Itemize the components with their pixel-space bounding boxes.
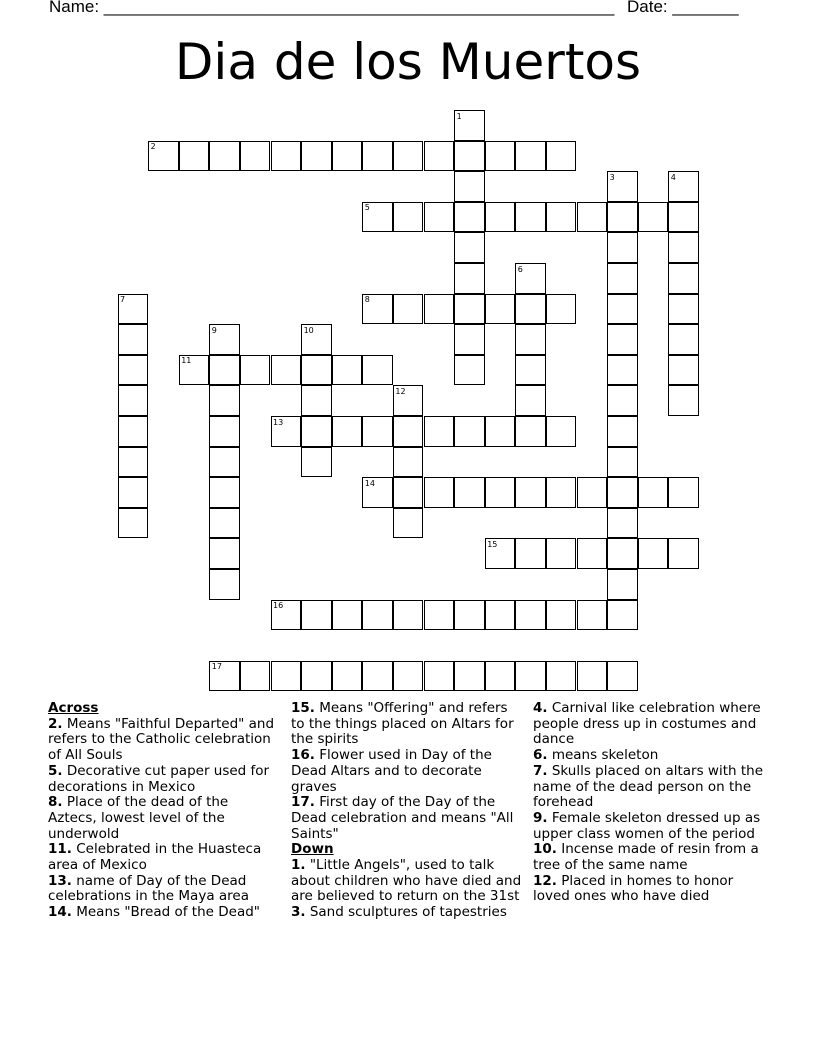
grid-cell[interactable] [118,324,149,355]
grid-cell[interactable] [301,600,332,631]
grid-cell[interactable] [485,141,516,172]
grid-cell[interactable] [515,324,546,355]
grid-cell[interactable] [607,477,638,508]
grid-cell[interactable] [271,355,302,386]
grid-cell[interactable] [668,477,699,508]
clue-down-12: 12. Placed in homes to honor loved ones who have died [533,872,734,905]
grid-cell[interactable] [118,477,149,508]
grid-cell[interactable] [454,232,485,263]
clue-down-1: 1. "Little Angels", used to talk about children who have died and are believed to return on the 31st [291,857,522,905]
down-heading: Down [291,841,334,858]
grid-cell[interactable] [362,141,393,172]
grid-cell[interactable] [240,661,271,692]
grid-cell[interactable] [607,569,638,600]
grid-cell[interactable] [607,232,638,263]
clue-number: 14 [364,478,375,488]
clue-column-1 [48,701,280,921]
grid-cell[interactable] [454,416,485,447]
clue-across-13: 13. name of Day of the Dead celebrations in the Maya area [48,872,249,905]
clue-number: 15 [487,539,498,549]
grid-cell[interactable] [332,416,363,447]
across-heading: Across [48,700,99,716]
grid-cell[interactable] [118,508,149,539]
clue-number: 7 [120,295,126,305]
grid-cell[interactable] [179,141,210,172]
grid-cell[interactable] [546,141,577,172]
clue-number: 3 [609,172,615,182]
grid-cell[interactable] [301,385,332,416]
grid-cell[interactable] [607,508,638,539]
grid-cell[interactable] [607,263,638,294]
clue-number: 11 [181,356,192,366]
clue-down-7: 7. Skulls placed on altars with the name of the dead person on the forehead [533,762,764,811]
grid-cell[interactable] [577,477,608,508]
grid-cell[interactable] [118,355,149,386]
clue-number: 5 [364,203,370,213]
grid-cell[interactable] [332,141,363,172]
grid-cell[interactable] [607,416,638,447]
grid-cell[interactable] [607,355,638,386]
grid-cell[interactable] [515,538,546,569]
grid-cell[interactable] [515,477,546,508]
grid-cell[interactable] [393,661,424,692]
grid-cell[interactable] [638,477,669,508]
grid-cell[interactable] [240,141,271,172]
grid-cell[interactable] [393,141,424,172]
grid-cell[interactable] [485,600,516,631]
clue-across-5: 5. Decorative cut paper used for decorations in Mexico [48,762,270,795]
clue-number: 6 [517,264,523,274]
grid-cell[interactable] [546,477,577,508]
grid-cell[interactable] [454,661,485,692]
clue-across-15: 15. Means "Offering" and refers to the things placed on Altars for the spirits [291,700,514,748]
grid-cell[interactable] [546,600,577,631]
clue-down-10: 10. Incense made of resin from a tree of the same name [533,841,759,874]
grid-cell[interactable] [209,569,240,600]
grid-cell[interactable] [607,538,638,569]
grid-cell[interactable] [424,600,455,631]
grid-cell[interactable] [424,141,455,172]
grid-cell[interactable] [515,202,546,233]
clue-number: 10 [303,325,314,335]
grid-cell[interactable] [424,202,455,233]
grid-cell[interactable] [668,202,699,233]
clue-down-6: 6. means skeleton [533,747,659,764]
clue-across-8: 8. Place of the dead of the Aztecs, lowest level of the underwold [48,794,229,842]
grid-cell[interactable] [546,416,577,447]
clue-number: 16 [273,601,284,611]
grid-cell[interactable] [638,202,669,233]
grid-cell[interactable] [607,294,638,325]
grid-cell[interactable] [424,661,455,692]
grid-cell[interactable] [515,416,546,447]
clue-across-16: 16. Flower used in Day of the Dead Altars and to decorate graves [291,747,492,795]
grid-cell[interactable] [607,447,638,478]
grid-cell[interactable] [485,202,516,233]
grid-cell[interactable] [454,355,485,386]
grid-cell[interactable] [271,141,302,172]
grid-cell[interactable] [393,202,424,233]
grid-cell[interactable] [454,600,485,631]
clue-number: 8 [364,295,370,305]
grid-cell[interactable] [424,477,455,508]
grid-cell[interactable] [668,538,699,569]
grid-cell[interactable] [668,385,699,416]
grid-cell[interactable] [668,232,699,263]
grid-cell[interactable] [209,355,240,386]
page-title: Dia de los Muertos [174,33,642,91]
grid-cell[interactable] [301,355,332,386]
grid-cell[interactable] [118,385,149,416]
grid-cell[interactable] [332,355,363,386]
grid-cell[interactable] [515,385,546,416]
clue-number: 1 [456,111,462,121]
clue-number: 4 [670,172,676,182]
grid-cell[interactable] [607,661,638,692]
grid-cell[interactable] [118,447,149,478]
grid-cell[interactable] [393,477,424,508]
grid-cell[interactable] [393,447,424,478]
grid-cell[interactable] [209,141,240,172]
grid-cell[interactable] [393,600,424,631]
grid-cell[interactable] [485,294,516,325]
grid-cell[interactable] [118,416,149,447]
grid-cell[interactable] [515,661,546,692]
grid-cell[interactable] [209,416,240,447]
grid-cell[interactable] [209,477,240,508]
clue-column-3 [533,701,768,905]
grid-cell[interactable] [546,661,577,692]
grid-cell[interactable] [668,324,699,355]
clue-number: 9 [211,325,217,335]
clue-number: 13 [273,417,284,427]
grid-cell[interactable] [577,538,608,569]
grid-cell[interactable] [454,324,485,355]
clue-number: 17 [211,662,222,672]
clue-down-3: 3. Sand sculptures of tapestries [291,904,507,921]
grid-cell[interactable] [393,508,424,539]
grid-cell[interactable] [638,538,669,569]
clue-across-14: 14. Means "Bread of the Dead" [48,904,260,921]
grid-cell[interactable] [424,416,455,447]
clue-down-9: 9. Female skeleton dressed up as upper class women of the period [533,809,761,842]
grid-cell[interactable] [454,141,485,172]
clue-number: 2 [150,142,156,152]
grid-cell[interactable] [209,508,240,539]
grid-cell[interactable] [577,202,608,233]
grid-cell[interactable] [607,324,638,355]
grid-cell[interactable] [546,202,577,233]
grid-cell[interactable] [577,661,608,692]
date-line: Date: _______ [627,0,739,16]
grid-cell[interactable] [485,477,516,508]
grid-cell[interactable] [424,294,455,325]
grid-cell[interactable] [577,600,608,631]
grid-cell[interactable] [607,600,638,631]
grid-cell[interactable] [393,416,424,447]
grid-cell[interactable] [485,416,516,447]
grid-cell[interactable] [454,263,485,294]
grid-cell[interactable] [301,447,332,478]
grid-cell[interactable] [240,355,271,386]
clue-across-17: 17. First day of the Day of the Dead celebration and means "All Saints" [291,794,514,842]
grid-cell[interactable] [515,600,546,631]
clue-across-11: 11. Celebrated in the Huasteca area of Mexico [48,841,262,874]
grid-cell[interactable] [454,294,485,325]
name-line: Name: ______________________________________________________ [49,0,615,16]
grid-cell[interactable] [209,385,240,416]
grid-cell[interactable] [607,202,638,233]
grid-cell[interactable] [362,600,393,631]
clue-across-2: 2. Means "Faithful Departed" and refers to the Catholic celebration of All Souls [48,715,275,764]
grid-cell[interactable] [454,477,485,508]
clue-number: 12 [395,386,406,396]
grid-cell[interactable] [668,355,699,386]
grid-cell[interactable] [668,294,699,325]
grid-cell[interactable] [454,202,485,233]
clue-column-2 [291,701,525,921]
grid-cell[interactable] [362,416,393,447]
grid-cell[interactable] [607,385,638,416]
grid-cell[interactable] [301,416,332,447]
grid-cell[interactable] [515,294,546,325]
grid-cell[interactable] [668,263,699,294]
grid-cell[interactable] [515,141,546,172]
grid-cell[interactable] [546,538,577,569]
grid-cell[interactable] [209,538,240,569]
grid-cell[interactable] [332,600,363,631]
grid-cell[interactable] [485,661,516,692]
grid-cell[interactable] [393,294,424,325]
grid-cell[interactable] [301,141,332,172]
grid-cell[interactable] [362,661,393,692]
grid-cell[interactable] [332,661,363,692]
clue-down-4: 4. Carnival like celebration where people dress up in costumes and dance [533,700,761,748]
grid-cell[interactable] [515,355,546,386]
grid-cell[interactable] [271,661,302,692]
grid-cell[interactable] [209,447,240,478]
grid-cell[interactable] [454,171,485,202]
grid-cell[interactable] [301,661,332,692]
grid-cell[interactable] [546,294,577,325]
grid-cell[interactable] [362,355,393,386]
